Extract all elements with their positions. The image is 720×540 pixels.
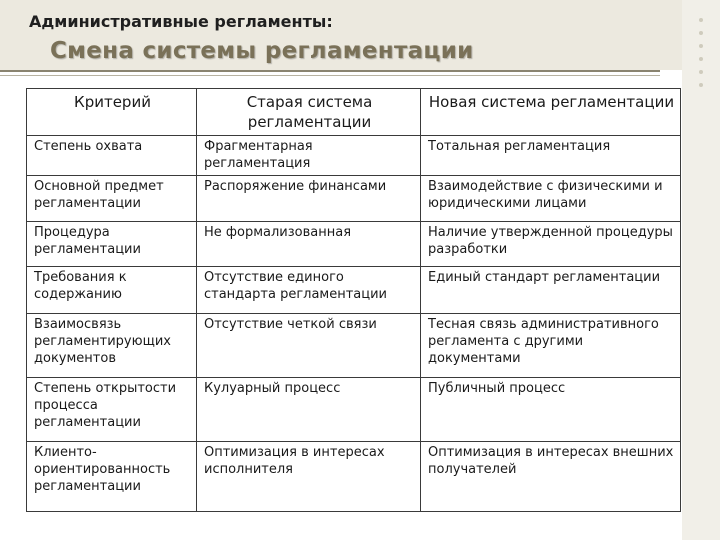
column-header-new-system: Новая система регламентации <box>421 89 681 136</box>
slide-supertitle: Административные регламенты: <box>29 12 333 31</box>
new-system-cell: Наличие утвержденной процедуры разработки <box>421 222 681 267</box>
criterion-cell: Степень открытости процесса регламентации <box>27 378 197 442</box>
new-system-cell: Публичный процесс <box>421 378 681 442</box>
new-system-cell: Тотальная регламентация <box>421 136 681 176</box>
table-row <box>27 222 681 267</box>
column-header-old-system: Старая система регламентации <box>197 89 421 136</box>
table-header-row <box>27 89 681 136</box>
old-system-cell: Фрагментарная регламентация <box>197 136 421 176</box>
column-header-criterion: Критерий <box>27 89 197 136</box>
table-row <box>27 378 681 442</box>
table-row <box>27 442 681 512</box>
new-system-cell: Единый стандарт регламентации <box>421 267 681 314</box>
old-system-cell: Оптимизация в интересах исполнителя <box>197 442 421 512</box>
table-row <box>27 314 681 378</box>
old-system-cell: Кулуарный процесс <box>197 378 421 442</box>
comparison-table <box>26 88 681 512</box>
title-divider-thin <box>0 75 660 76</box>
new-system-cell: Оптимизация в интересах внешних получателей <box>421 442 681 512</box>
criterion-cell: Степень охвата <box>27 136 197 176</box>
criterion-cell: Основной предмет регламентации <box>27 176 197 222</box>
old-system-cell: Распоряжение финансами <box>197 176 421 222</box>
criterion-cell: Процедура регламентации <box>27 222 197 267</box>
old-system-cell: Не формализованная <box>197 222 421 267</box>
table-row <box>27 136 681 176</box>
table-row <box>27 267 681 314</box>
slide-title: Смена системы регламентации <box>50 38 474 64</box>
old-system-cell: Отсутствие четкой связи <box>197 314 421 378</box>
new-system-cell: Тесная связь административного регламента с другими документами <box>421 314 681 378</box>
new-system-cell: Взаимодействие с физическими и юридическими лицами <box>421 176 681 222</box>
criterion-cell: Взаимосвязь регламентирующих документов <box>27 314 197 378</box>
old-system-cell: Отсутствие единого стандарта регламентации <box>197 267 421 314</box>
decorative-dots <box>688 18 714 96</box>
table-row <box>27 176 681 222</box>
title-divider <box>0 70 660 72</box>
criterion-cell: Клиенто-ориентированность регламентации <box>27 442 197 512</box>
criterion-cell: Требования к содержанию <box>27 267 197 314</box>
